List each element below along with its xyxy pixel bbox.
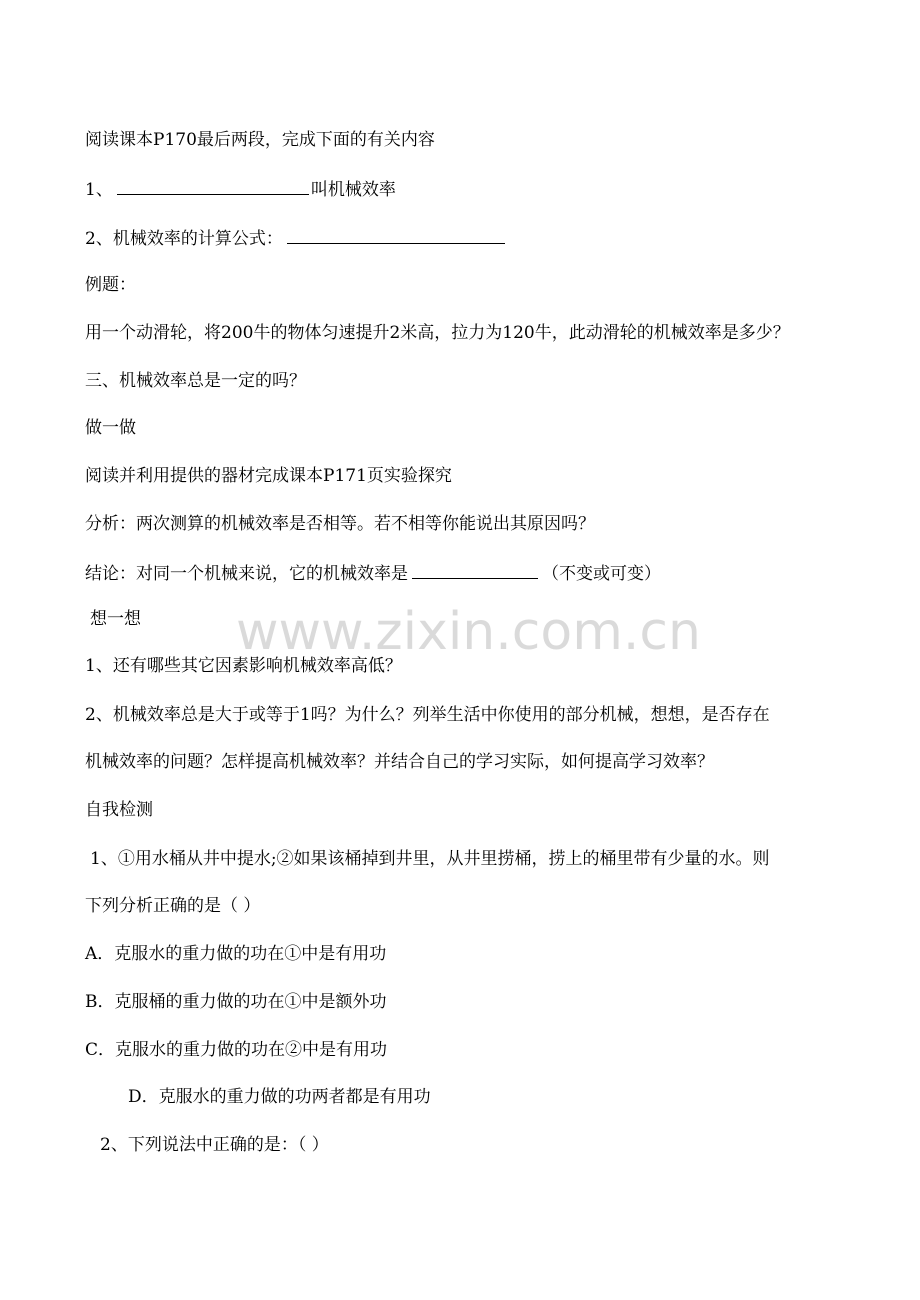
analysis-text: 分析：两次测算的机械效率是否相等。若不相等你能说出其原因吗？ — [85, 514, 595, 534]
option-a-text: A．克服水的重力做的功在①中是有用功 — [85, 944, 387, 964]
conclusion-line — [85, 560, 661, 586]
self-check-question-1 — [90, 847, 770, 871]
reading-instruction — [85, 128, 435, 152]
think-question-1-text: 1、还有哪些其它因素影响机械效率高低？ — [85, 656, 402, 676]
option-d[interactable] — [128, 1085, 431, 1109]
think-title: 想一想 — [90, 609, 141, 629]
analysis-line — [85, 512, 595, 536]
question-1-number: 1、 — [85, 180, 113, 200]
do-it-title: 做一做 — [85, 418, 136, 438]
think-question-2-continued — [85, 750, 714, 774]
self-check-question-2-text: 2、下列说法中正确的是：（ ） — [100, 1135, 329, 1155]
site-watermark — [236, 600, 701, 664]
question-2-text: 2、机械效率的计算公式： — [85, 229, 283, 249]
self-check-heading — [85, 798, 153, 822]
question-1-definition — [85, 176, 396, 202]
option-c[interactable] — [85, 1038, 387, 1062]
self-check-question-2 — [100, 1133, 329, 1157]
section-three-title: 三、机械效率总是一定的吗？ — [85, 371, 306, 391]
think-question-2-continued-text: 机械效率的问题？怎样提高机械效率？并结合自己的学习实际，如何提高学习效率？ — [85, 752, 714, 772]
self-check-question-1-prompt-text: 下列分析正确的是（ ） — [85, 896, 261, 916]
option-b-text: B．克服桶的重力做的功在①中是额外功 — [85, 992, 387, 1012]
example-problem-text: 用一个动滑轮，将200牛的物体匀速提升2米高，拉力为120牛，此动滑轮的机械效率是多少？ — [85, 323, 790, 343]
question-2-formula — [85, 225, 505, 251]
option-d-text: D．克服水的重力做的功两者都是有用功 — [128, 1087, 431, 1107]
self-check-title: 自我检测 — [85, 800, 153, 820]
example-heading — [85, 273, 136, 297]
option-c-text: C．克服水的重力做的功在②中是有用功 — [85, 1040, 388, 1060]
reading-instruction-text: 阅读课本P170最后两段，完成下面的有关内容 — [85, 130, 435, 150]
watermark-text: www.zixin.com.cn — [236, 602, 701, 662]
self-check-question-1-prompt — [85, 894, 260, 918]
self-check-question-1-text: 1、①用水桶从井中提水;②如果该桶掉到井里，从井里捞桶，捞上的桶里带有少量的水。则 — [90, 849, 770, 869]
conclusion-blank[interactable] — [412, 560, 538, 579]
formula-blank[interactable] — [287, 225, 505, 244]
question-1-suffix: 叫机械效率 — [310, 180, 396, 200]
experiment-instruction-text: 阅读并利用提供的器材完成课本P171页实验探究 — [85, 466, 452, 486]
think-question-2 — [85, 703, 770, 727]
example-problem — [85, 321, 790, 345]
do-it-heading — [85, 416, 136, 440]
conclusion-text: 结论：对同一个机械来说，它的机械效率是 — [85, 564, 408, 584]
definition-blank[interactable] — [117, 176, 309, 195]
option-b[interactable] — [85, 990, 387, 1014]
think-question-2-text: 2、机械效率总是大于或等于1吗？为什么？列举生活中你使用的部分机械，想想，是否存在 — [85, 705, 770, 725]
option-a[interactable] — [85, 942, 386, 966]
section-three-heading — [85, 369, 306, 393]
conclusion-options: （不变或可变） — [542, 564, 661, 584]
think-heading — [90, 607, 141, 631]
example-heading-text: 例题： — [85, 275, 136, 295]
experiment-instruction — [85, 464, 452, 488]
